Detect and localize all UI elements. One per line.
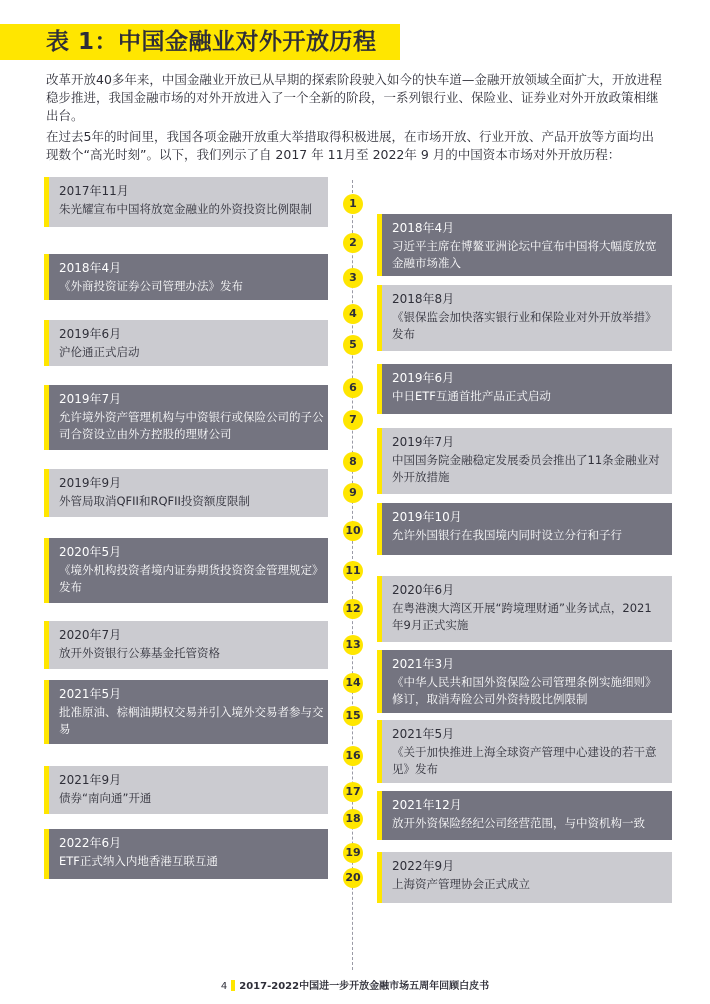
card-text: 放开外资银行公募基金托管资格 bbox=[59, 646, 220, 660]
card-accent bbox=[44, 469, 49, 517]
card-accent bbox=[44, 829, 49, 879]
timeline-card-12 bbox=[377, 576, 672, 642]
page-number: 4 bbox=[220, 981, 228, 992]
card-date: 2019年6月 bbox=[392, 371, 455, 385]
card-date: 2021年12月 bbox=[392, 798, 462, 812]
card-text: 外管局取消QFII和RQFII投资额度限制 bbox=[59, 494, 250, 508]
card-date: 2022年6月 bbox=[59, 836, 122, 850]
timeline-marker-17: 17 bbox=[343, 782, 363, 802]
card-date: 2019年6月 bbox=[59, 327, 122, 341]
card-date: 2021年5月 bbox=[392, 727, 455, 741]
card-text: 习近平主席在博鳌亚洲论坛中宣布中国将大幅度放宽金融市场准入 bbox=[392, 239, 657, 270]
card-text: 允许境外资产管理机构与中资银行或保险公司的子公司合资设立由外方控股的理财公司 bbox=[59, 410, 324, 441]
card-date: 2017年11月 bbox=[59, 184, 129, 198]
timeline-marker-10: 10 bbox=[343, 521, 363, 541]
card-accent bbox=[44, 621, 49, 669]
card-text: 在粤港澳大湾区开展“跨境理财通”业务试点，2021年9月正式实施 bbox=[392, 601, 652, 632]
timeline-marker-14: 14 bbox=[343, 673, 363, 693]
intro-paragraph-1: 改革开放40多年来，中国金融业开放已从早期的探索阶段驶入如今的快车道—金融开放领域全面扩大，开放进程稳步推进，我国金融市场的对外开放进入了一个全新的阶段，一系列银行业、保险业、证券业对外开放政策相继出台。 bbox=[46, 72, 662, 123]
card-text: 批准原油、棕榈油期权交易并引入境外交易者参与交易 bbox=[59, 705, 324, 736]
timeline-card-16 bbox=[377, 720, 672, 783]
card-accent bbox=[44, 254, 49, 300]
card-accent bbox=[377, 650, 382, 713]
timeline-card-10 bbox=[377, 503, 672, 555]
footer-title: 2017-2022中国进一步开放金融市场五周年回顾白皮书 bbox=[239, 981, 490, 992]
card-date: 2018年8月 bbox=[392, 292, 455, 306]
card-accent bbox=[377, 214, 382, 276]
card-text: 《银保监会加快落实银行业和保险业对外开放举措》发布 bbox=[392, 310, 657, 341]
timeline-card-5 bbox=[44, 320, 328, 366]
card-text: 上海资产管理协会正式成立 bbox=[392, 877, 530, 891]
timeline-card-13 bbox=[44, 621, 328, 669]
timeline-marker-12: 12 bbox=[343, 599, 363, 619]
intro-paragraph-2: 在过去5年的时间里，我国各项金融开放重大举措取得积极进展，在市场开放、行业开放、产品开放等方面均出现数个“高光时刻”。以下，我们列示了自 2017 年 11月至 2022年 9 月的中国资本市场对外开放历程： bbox=[46, 129, 654, 162]
card-text: 中日ETF互通首批产品正式启动 bbox=[392, 389, 551, 403]
card-text: 《外商投资证券公司管理办法》发布 bbox=[59, 279, 243, 293]
card-accent bbox=[44, 766, 49, 814]
timeline-card-18 bbox=[377, 791, 672, 840]
card-text: 《境外机构投资者境内证券期货投资资金管理规定》发布 bbox=[59, 563, 324, 594]
page-footer bbox=[0, 977, 710, 992]
card-date: 2019年10月 bbox=[392, 510, 462, 524]
card-accent bbox=[377, 503, 382, 555]
card-text: 放开外资保险经纪公司经营范围，与中资机构一致 bbox=[392, 816, 645, 830]
card-text: 朱光耀宣布中国将放宽金融业的外资投资比例限制 bbox=[59, 202, 312, 216]
card-date: 2021年5月 bbox=[59, 687, 122, 701]
card-date: 2019年7月 bbox=[392, 435, 455, 449]
timeline-marker-5: 5 bbox=[343, 335, 363, 355]
timeline-marker-1: 1 bbox=[343, 194, 363, 214]
timeline-marker-19: 19 bbox=[343, 843, 363, 863]
timeline-marker-8: 8 bbox=[343, 452, 363, 472]
card-text: 债券“南向通”开通 bbox=[59, 791, 152, 805]
card-accent bbox=[377, 791, 382, 840]
timeline-card-14 bbox=[377, 650, 672, 713]
card-accent bbox=[377, 720, 382, 783]
card-date: 2022年9月 bbox=[392, 859, 455, 873]
timeline-card-8 bbox=[377, 428, 672, 494]
card-accent bbox=[44, 320, 49, 366]
page-title: 表 1：中国金融业对外开放历程 bbox=[46, 29, 377, 55]
card-date: 2020年5月 bbox=[59, 545, 122, 559]
card-accent bbox=[44, 177, 49, 227]
timeline-card-19 bbox=[44, 829, 328, 879]
timeline-marker-3: 3 bbox=[343, 268, 363, 288]
card-date: 2020年6月 bbox=[392, 583, 455, 597]
timeline-marker-4: 4 bbox=[343, 304, 363, 324]
timeline-marker-6: 6 bbox=[343, 378, 363, 398]
timeline-card-4 bbox=[377, 285, 672, 351]
card-accent bbox=[44, 385, 49, 450]
timeline-marker-11: 11 bbox=[343, 561, 363, 581]
card-date: 2021年9月 bbox=[59, 773, 122, 787]
timeline-card-7 bbox=[44, 385, 328, 450]
card-text: 中国国务院金融稳定发展委员会推出了11条金融业对外开放措施 bbox=[392, 453, 660, 484]
timeline-marker-15: 15 bbox=[343, 706, 363, 726]
timeline-marker-2: 2 bbox=[343, 233, 363, 253]
card-date: 2021年3月 bbox=[392, 657, 455, 671]
card-date: 2019年9月 bbox=[59, 476, 122, 490]
timeline-marker-18: 18 bbox=[343, 809, 363, 829]
card-accent bbox=[44, 680, 49, 744]
timeline-card-15 bbox=[44, 680, 328, 744]
footer-accent-bar bbox=[231, 980, 235, 991]
card-date: 2020年7月 bbox=[59, 628, 122, 642]
card-date: 2018年4月 bbox=[392, 221, 455, 235]
timeline-marker-20: 20 bbox=[343, 868, 363, 888]
timeline-card-17 bbox=[44, 766, 328, 814]
card-text: 《中华人民共和国外资保险公司管理条例实施细则》修订，取消寿险公司外资持股比例限制 bbox=[392, 675, 657, 706]
timeline-card-3 bbox=[44, 254, 328, 300]
timeline-card-6 bbox=[377, 364, 672, 414]
timeline-marker-9: 9 bbox=[343, 483, 363, 503]
card-accent bbox=[377, 428, 382, 494]
card-text: 《关于加快推进上海全球资产管理中心建设的若干意见》发布 bbox=[392, 745, 657, 776]
card-accent bbox=[377, 285, 382, 351]
timeline-marker-13: 13 bbox=[343, 635, 363, 655]
card-text: 允许外国银行在我国境内同时设立分行和子行 bbox=[392, 528, 622, 542]
timeline-card-9 bbox=[44, 469, 328, 517]
timeline-marker-16: 16 bbox=[343, 746, 363, 766]
card-date: 2018年4月 bbox=[59, 261, 122, 275]
card-accent bbox=[44, 538, 49, 603]
timeline-card-2 bbox=[377, 214, 672, 276]
card-accent bbox=[377, 852, 382, 903]
card-text: 沪伦通正式启动 bbox=[59, 345, 140, 359]
timeline-marker-7: 7 bbox=[343, 410, 363, 430]
card-accent bbox=[377, 576, 382, 642]
card-text: ETF正式纳入内地香港互联互通 bbox=[59, 854, 218, 868]
timeline-card-1 bbox=[44, 177, 328, 227]
card-date: 2019年7月 bbox=[59, 392, 122, 406]
card-accent bbox=[377, 364, 382, 414]
timeline-card-20 bbox=[377, 852, 672, 903]
timeline-card-11 bbox=[44, 538, 328, 603]
